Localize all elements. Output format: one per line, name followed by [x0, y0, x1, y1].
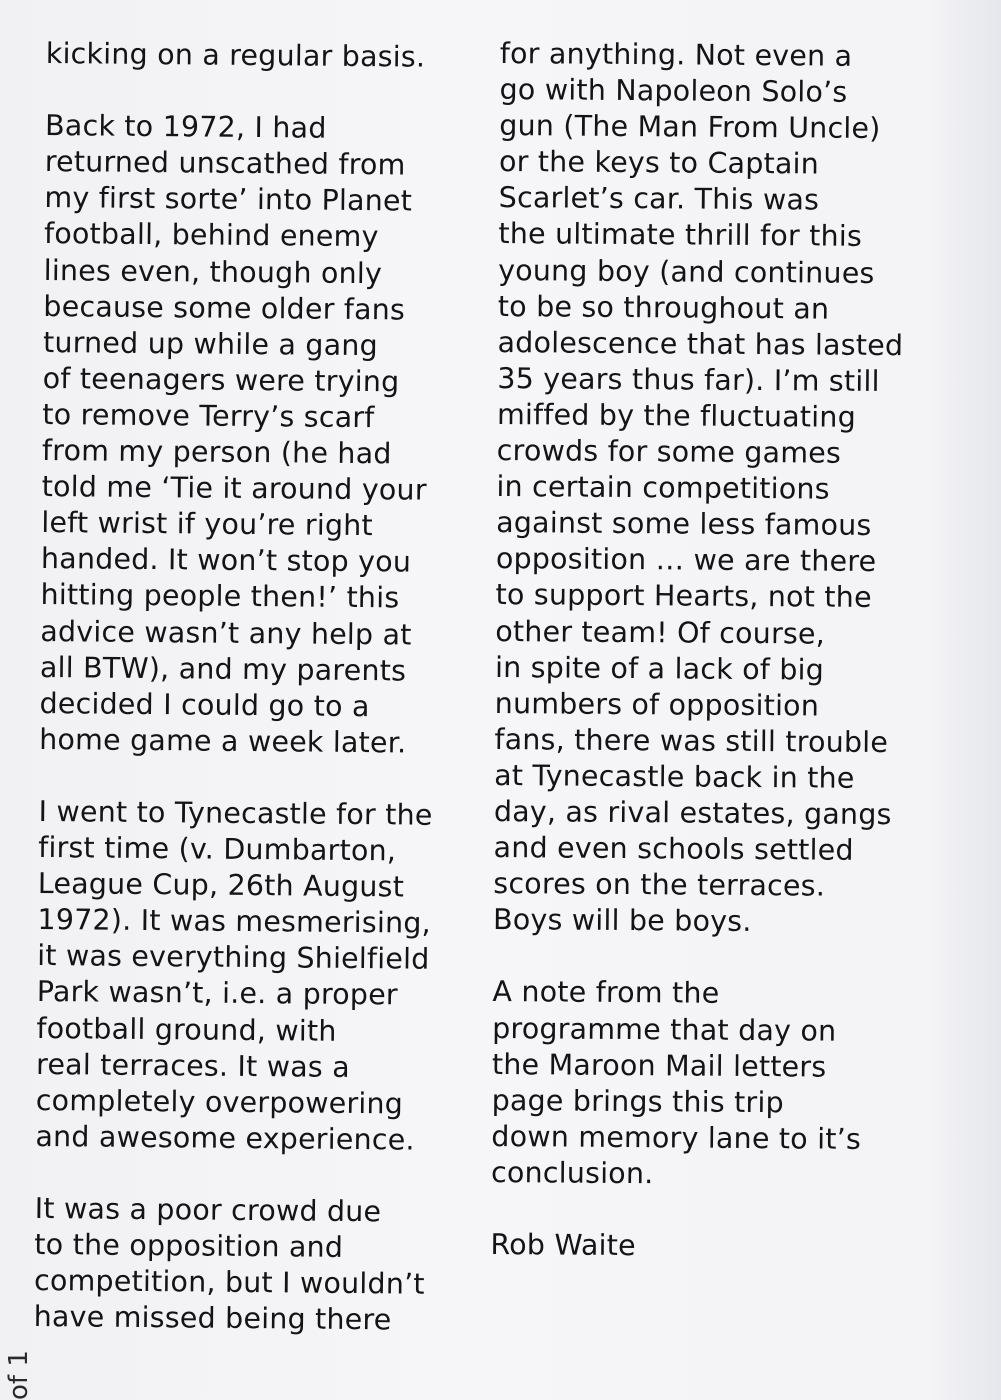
text-line: to be so throughout an	[497, 289, 830, 326]
paragraph-gap	[35, 1155, 475, 1195]
text-line: young boy (and continues	[498, 253, 875, 290]
text-line: and awesome experience.	[35, 1119, 415, 1157]
text-line: to support Hearts, not the	[495, 578, 872, 615]
text-line: page brings this trip	[491, 1083, 784, 1119]
text-line: the ultimate thrill for this	[498, 217, 863, 254]
text-line: numbers of opposition	[494, 686, 820, 723]
text-line: all BTW), and my parents	[39, 650, 407, 688]
text-line: handed. It won’t stop you	[40, 542, 412, 579]
paragraph	[39, 108, 485, 762]
text-line: adolescence that has lasted	[497, 325, 904, 362]
text-line: gun (The Man From Uncle)	[499, 109, 881, 146]
paragraph	[491, 974, 933, 1194]
text-line: it was everything Shielfield	[37, 939, 430, 977]
paragraph-gap	[493, 938, 933, 978]
author-signature: Rob Waite	[490, 1228, 636, 1263]
text-line: have missed being there	[33, 1300, 392, 1337]
text-line: Back to 1972, I had	[44, 109, 327, 145]
text-line: down memory lane to it’s	[491, 1119, 862, 1156]
text-line: It was a poor crowd due	[34, 1191, 382, 1229]
paragraph-gap	[39, 758, 479, 798]
text-line: crowds for some games	[496, 434, 842, 470]
text-line: day, as rival estates, gangs	[493, 794, 892, 832]
paragraph-gap	[45, 72, 485, 112]
text-line: hitting people then!’ this	[40, 578, 400, 615]
text-line: for anything. Not even a	[499, 36, 853, 73]
page-edge-shadow	[931, 0, 1001, 1400]
text-line: programme that day on	[492, 1011, 837, 1048]
text-line: Park wasn’t, i.e. a proper	[36, 975, 398, 1012]
left-text-column	[34, 36, 486, 1340]
text-line: or the keys to Captain	[498, 145, 820, 181]
text-line: A note from the	[492, 975, 720, 1011]
text-line: in certain competitions	[496, 470, 830, 506]
paragraph-gap	[491, 1191, 931, 1231]
text-line: football, behind enemy	[43, 217, 379, 254]
text-line: to remove Terry’s scarf	[42, 397, 375, 435]
text-line: miffed by the fluctuating	[496, 397, 857, 434]
text-line: the Maroon Mail letters	[491, 1047, 827, 1084]
paragraph	[34, 1191, 475, 1340]
text-line: conclusion.	[490, 1155, 654, 1191]
text-line: Boys will be boys.	[492, 903, 752, 939]
text-line: I went to Tynecastle for the	[38, 794, 433, 832]
text-line: Scarlet’s car. This was	[498, 181, 820, 217]
text-line: to the opposition and	[34, 1228, 344, 1265]
text-line: football ground, with	[36, 1011, 337, 1048]
text-line: completely overpowering	[35, 1083, 404, 1121]
text-line: opposition … we are there	[495, 542, 877, 579]
text-line: left wrist if you’re right	[41, 506, 374, 543]
text-line: told me ‘Tie it around your	[41, 470, 427, 507]
text-line: returned unscathed from	[44, 145, 406, 182]
text-line: decided I could go to a	[39, 686, 370, 723]
paragraph	[493, 36, 940, 942]
paragraph	[35, 794, 478, 1159]
text-line: home game a week later.	[39, 722, 407, 760]
text-line: first time (v. Dumbarton,	[38, 831, 397, 868]
text-line: 35 years thus far). I’m still	[497, 361, 880, 398]
right-text-column	[490, 36, 940, 1267]
text-line: 1972). It was mesmerising,	[37, 903, 432, 940]
text-line: kicking on a regular basis.	[45, 36, 426, 74]
text-line: because some older fans	[43, 289, 406, 327]
paragraph	[46, 36, 486, 76]
text-line: from my person (he had	[41, 434, 392, 471]
text-line: in spite of a lack of big	[494, 650, 825, 687]
page-number-marker: of 1	[4, 1350, 34, 1400]
text-line: go with Napoleon Solo’s	[499, 73, 848, 109]
text-line: other team! Of course,	[495, 614, 826, 651]
text-line: fans, there was still trouble	[494, 722, 889, 759]
text-line: real terraces. It was a	[35, 1047, 351, 1084]
text-line: League Cup, 26th August	[37, 867, 405, 904]
text-line: and even schools settled	[493, 831, 854, 867]
text-line: against some less famous	[496, 506, 872, 543]
text-line: my first sorte’ into Planet	[44, 181, 413, 218]
text-line: at Tynecastle back in the	[494, 758, 855, 795]
text-line: lines even, though only	[43, 253, 383, 290]
text-line: of teenagers were trying	[42, 361, 400, 399]
text-line: turned up while a gang	[42, 325, 379, 362]
text-line: advice wasn’t any help at	[40, 614, 412, 652]
text-line: scores on the terraces.	[493, 867, 826, 903]
text-line: competition, but I wouldn’t	[33, 1264, 425, 1301]
